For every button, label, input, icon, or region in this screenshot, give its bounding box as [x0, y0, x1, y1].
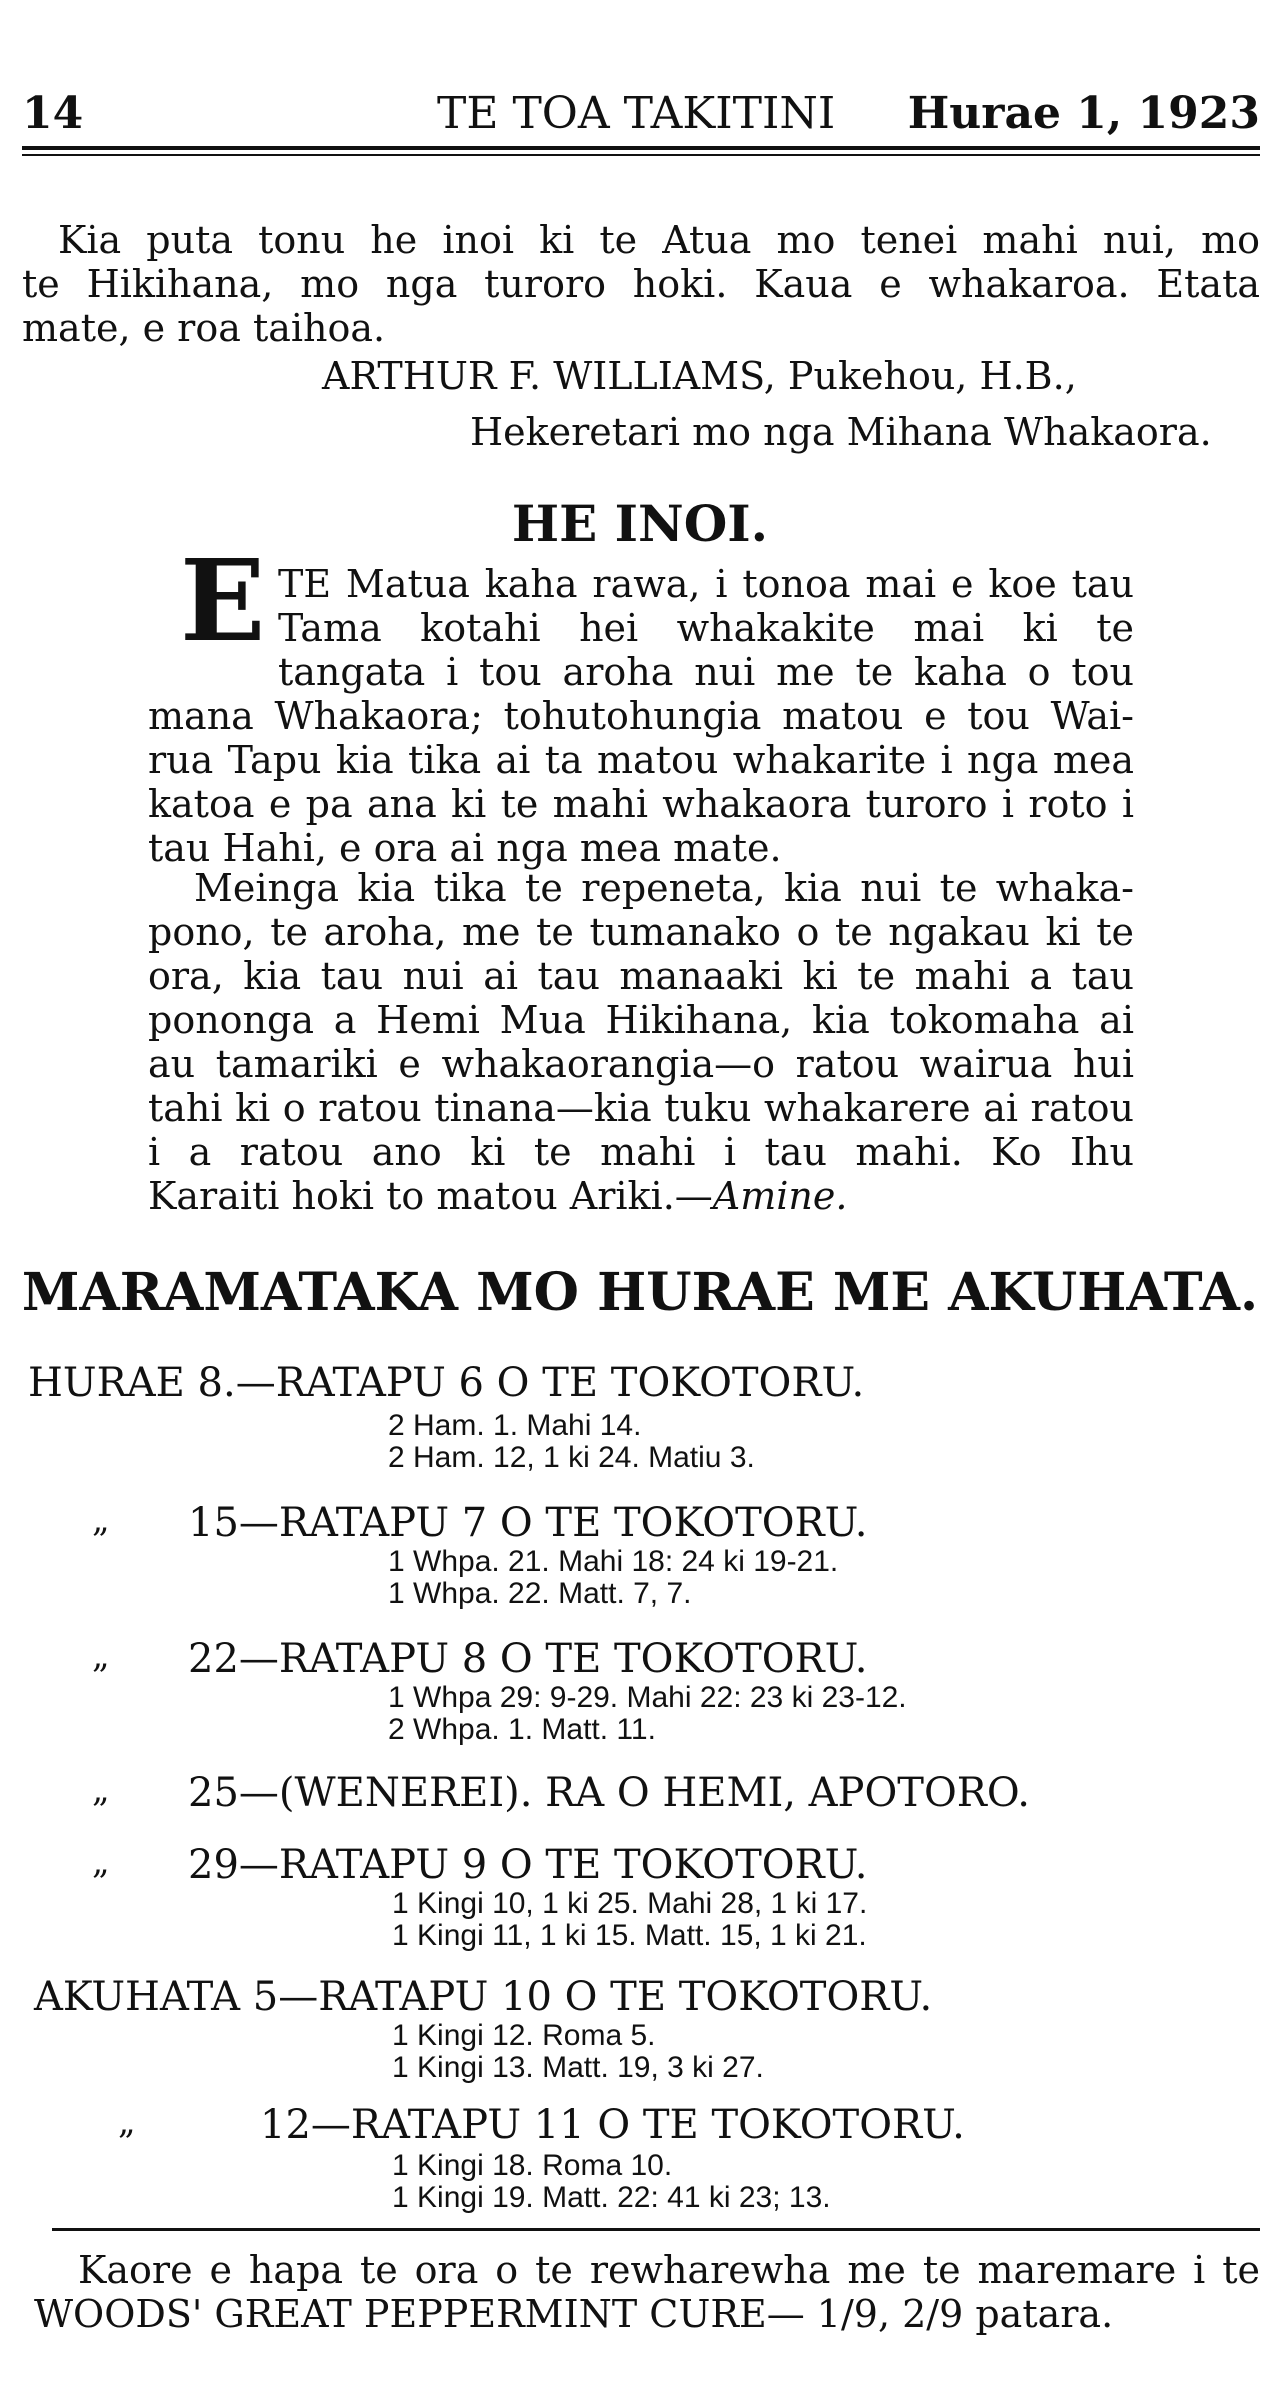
amen-word: Amine.: [712, 1174, 848, 1218]
header-rule: [22, 146, 1260, 150]
footer-rule: [52, 2228, 1260, 2231]
ditto-mark: „: [92, 1636, 110, 1676]
intro-line: te Hikihana, mo nga turoro hoki. Kaua e whakaroa. Etata: [22, 262, 1260, 306]
calendar-reading: 1 Whpa. 22. Matt. 7, 7.: [388, 1577, 692, 1610]
calendar-entry-title: [34, 1974, 932, 2020]
prayer-para1-bottom: [148, 694, 1134, 870]
intro-line: mate, e roa taihoa.: [22, 306, 386, 350]
page-header: [22, 88, 1260, 148]
ditto-mark: „: [92, 1500, 110, 1540]
prayer-line: i a ratou ano ki te mahi i tau mahi. Ko Ihu: [148, 1130, 1134, 1174]
prayer-line: katoa e pa ana ki te mahi whakaora turoro i roto i: [148, 782, 1134, 826]
page-number: 14: [22, 88, 84, 139]
publication-title: TE TOA TAKITINI: [437, 88, 836, 139]
calendar-entry-title: [188, 1500, 867, 1546]
calendar-reading: 2 Whpa. 1. Matt. 11.: [388, 1713, 656, 1746]
calendar-reading: 2 Ham. 1. Mahi 14.: [388, 1409, 642, 1442]
calendar-date: AKUHATA 5: [34, 1974, 279, 2020]
calendar-title: —RATAPU 9 O TE TOKOTORU.: [238, 1842, 868, 1888]
calendar-reading: 1 Kingi 13. Matt. 19, 3 ki 27.: [392, 2051, 764, 2084]
signature-name: ARTHUR F. WILLIAMS, Pukehou, H.B.,: [322, 354, 1077, 398]
prayer-para2: [148, 866, 1134, 1218]
drop-cap: E: [180, 536, 266, 667]
prayer-para1-top: [278, 562, 1134, 694]
calendar-date: 29: [188, 1842, 239, 1888]
header-rule-thin: [22, 154, 1260, 156]
prayer-line: Meinga kia tika te repeneta, kia nui te whaka-: [194, 866, 1134, 910]
calendar-title: —RATAPU 6 O TE TOKOTORU.: [235, 1360, 865, 1406]
prayer-line: tau Hahi, e ora ai nga mea mate.: [148, 826, 782, 870]
prayer-line: rua Tapu kia tika ai ta matou whakarite i nga mea: [148, 738, 1134, 782]
calendar-date: HURAE 8.: [28, 1360, 236, 1406]
calendar-reading: 1 Kingi 19. Matt. 22: 41 ki 23; 13.: [392, 2181, 831, 2214]
calendar-reading: 1 Kingi 10, 1 ki 25. Mahi 28, 1 ki 17.: [392, 1887, 868, 1920]
prayer-line: Tama kotahi hei whakakite mai ki te: [278, 606, 1134, 650]
prayer-heading: HE INOI.: [511, 494, 769, 553]
calendar-title: —RATAPU 10 O TE TOKOTORU.: [278, 1974, 933, 2020]
calendar-date: 22: [188, 1636, 239, 1682]
calendar-reading: 1 Kingi 18. Roma 10.: [392, 2149, 673, 2182]
calendar-entry-title: [260, 2102, 965, 2148]
calendar-date: 25: [188, 1770, 239, 1816]
calendar-date: 15: [188, 1500, 239, 1546]
calendar-entry-title: [28, 1360, 864, 1406]
calendar-date: 12: [260, 2102, 311, 2148]
prayer-line: pono, te aroha, me te tumanako o te ngakau ki te: [148, 910, 1134, 954]
ditto-mark: „: [118, 2102, 136, 2142]
prayer-last-line: [148, 1174, 1134, 1218]
ditto-mark: „: [92, 1842, 110, 1882]
prayer-line: TE Matua kaha rawa, i tonoa mai e koe tau: [278, 562, 1134, 606]
signature-role: Hekeretari mo nga Mihana Whakaora.: [470, 410, 1212, 454]
prayer-line: mana Whakaora; tohutohungia matou e tou Wai-: [148, 694, 1134, 738]
prayer-last-text: Karaiti hoki to matou Ariki.—: [148, 1174, 713, 1218]
advert-line: Kaore e hapa te ora o te rewharewha me te maremare i te: [78, 2248, 1260, 2292]
issue-date: Hurae 1, 1923: [907, 88, 1260, 139]
calendar-reading: 1 Whpa 29: 9-29. Mahi 22: 23 ki 23-12.: [388, 1681, 907, 1714]
prayer-line: tangata i tou aroha nui me te kaha o tou: [278, 650, 1134, 694]
calendar-entry-title: [188, 1770, 1030, 1816]
calendar-entry-title: [188, 1842, 867, 1888]
advert-line: WOODS' GREAT PEPPERMINT CURE— 1/9, 2/9 patara.: [34, 2292, 1114, 2336]
calendar-reading: 1 Kingi 11, 1 ki 15. Matt. 15, 1 ki 21.: [392, 1919, 867, 1952]
calendar-title: —RATAPU 7 O TE TOKOTORU.: [238, 1500, 868, 1546]
intro-paragraph: [22, 218, 1260, 350]
prayer-line: tahi ki o ratou tinana—kia tuku whakarere ai ratou: [148, 1086, 1134, 1130]
intro-line: Kia puta tonu he inoi ki te Atua mo tenei mahi nui, mo: [58, 218, 1260, 262]
prayer-line: ora, kia tau nui ai tau manaaki ki te mahi a tau: [148, 954, 1134, 998]
calendar-entry-title: [188, 1636, 867, 1682]
prayer-line: pononga a Hemi Mua Hikihana, kia tokomaha ai: [148, 998, 1134, 1042]
calendar-title: —RATAPU 8 O TE TOKOTORU.: [238, 1636, 868, 1682]
advert: [34, 2248, 1260, 2336]
calendar-reading: 2 Ham. 12, 1 ki 24. Matiu 3.: [388, 1441, 755, 1474]
calendar-reading: 1 Kingi 12. Roma 5.: [392, 2019, 656, 2052]
ditto-mark: „: [92, 1770, 110, 1810]
prayer-line: au tamariki e whakaorangia—o ratou wairua hui: [148, 1042, 1134, 1086]
calendar-heading: MARAMATAKA MO HURAE ME AKUHATA.: [21, 1262, 1259, 1323]
calendar-reading: 1 Whpa. 21. Mahi 18: 24 ki 19-21.: [388, 1545, 839, 1578]
calendar-title: —RATAPU 11 O TE TOKOTORU.: [310, 2102, 965, 2148]
calendar-title: —(WENEREI). RA O HEMI, APOTORO.: [238, 1770, 1031, 1816]
